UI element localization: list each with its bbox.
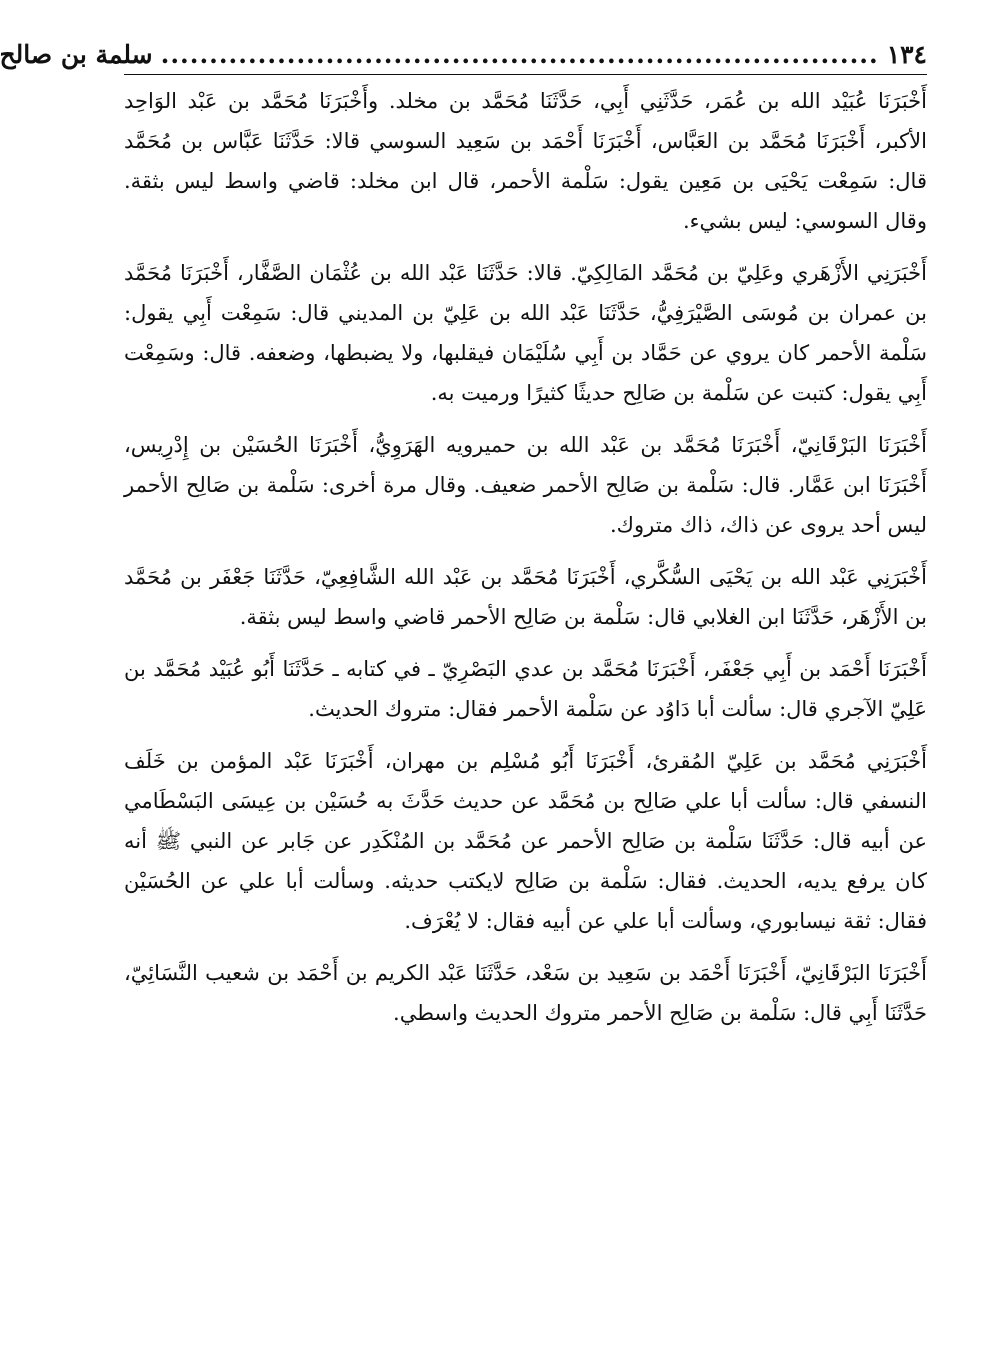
paragraph-4: أَخْبَرَنِي عَبْد الله بن يَحْيَى السُّكَّري، أَخْبَرَنَا مُحَمَّد بن عَبْد الله الشَّافِعِيّ، حَدَّثَنَا جَعْفَر بن مُحَمَّد بن الأَزْهَر، حَدَّثَنَا ابن الغلابي قال: سَلْمة بن صَالِح الأحمر قاضي واسط ليس بثقة. bbox=[124, 565, 927, 629]
page-number: ١٣٤ bbox=[886, 40, 927, 69]
header-rule bbox=[124, 74, 927, 75]
paragraph-7: أَخْبَرَنَا البَرْقَانِيّ، أَخْبَرَنَا أَحْمَد بن سَعِيد بن سَعْد، حَدَّثَنَا عَبْد الكريم بن أَحْمَد بن شعيب النَّسَائِيّ، حَدَّثَنَا أَبِي قال: سَلْمة بن صَالِح الأحمر متروك الحديث واسطي. bbox=[124, 961, 927, 1025]
header-dot-leader: .......................................................................... bbox=[160, 40, 879, 69]
page-body bbox=[124, 81, 927, 1033]
paragraph-1: أَخْبَرَنَا عُبَيْد الله بن عُمَر، حَدَّثَنِي أَبِي، حَدَّثَنَا مُحَمَّد بن مخلد. وأَخْبَرَنَا مُحَمَّد بن عَبْد الوَاحِد الأكبر، أَخْبَرَنَا مُحَمَّد بن العَبَّاس، أَخْبَرَنَا أَحْمَد بن سَعِيد السوسي قالا: حَدَّثَنَا عَبَّاس بن مُحَمَّد قال: سَمِعْت يَحْيَى بن مَعِين يقول: سَلْمة الأحمر، قال ابن مخلد: قاضي واسط ليس بثقة. وقال السوسي: ليس بشيء. bbox=[124, 89, 927, 233]
paragraph-3: أَخْبَرَنَا البَرْقَانِيّ، أَخْبَرَنَا مُحَمَّد بن عَبْد الله بن حميرويه الهَرَوِيُّ، أَخْبَرَنَا الحُسَيْن بن إِدْرِيس، أَخْبَرَنَا ابن عَمَّار. قال: سَلْمة بن صَالِح الأحمر ضعيف. وقال مرة أخرى: سَلْمة بن صَالِح الأحمر ليس أحد يروى عن ذاك، ذاك متروك. bbox=[124, 433, 927, 537]
paragraph-5: أَخْبَرَنَا أَحْمَد بن أَبِي جَعْفَر، أَخْبَرَنَا مُحَمَّد بن عدي البَصْرِيّ ـ في كتابه ـ حَدَّثَنَا أَبُو عُبَيْد مُحَمَّد بن عَلِيّ الآجري قال: سألت أبا دَاوُد عن سَلْمة الأحمر فقال: متروك الحديث. bbox=[124, 657, 927, 721]
paragraph-2: أَخْبَرَنِي الأَزْهَري وعَلِيّ بن مُحَمَّد المَالِكِيّ. قالا: حَدَّثَنَا عَبْد الله بن عُثْمَان الصَّفَّار، أَخْبَرَنَا مُحَمَّد بن عمران بن مُوسَى الصَّيْرَفِيُّ، حَدَّثَنَا عَبْد الله بن عَلِيّ بن المديني قال: سَمِعْت أَبِي يقول: سَلْمة الأحمر كان يروي عن حَمَّاد بن أَبِي سُلَيْمَان فيقلبها، ولا يضبطها، وضعفه. قال: وسَمِعْت أَبِي يقول: كتبت عن سَلْمة بن صَالِح حديثًا كثيرًا ورميت به. bbox=[124, 261, 927, 405]
page-header bbox=[0, 38, 927, 72]
running-title: سلمة بن صالح bbox=[0, 40, 153, 69]
paragraph-6: أَخْبَرَنِي مُحَمَّد بن عَلِيّ المُقرئ، أَخْبَرَنَا أَبُو مُسْلِم بن مهران، أَخْبَرَنَا عَبْد المؤمن بن خَلَف النسفي قال: سألت أبا علي صَالِح بن مُحَمَّد عن حديث حَدَّثَ به حُسَيْن بن عِيسَى البَسْطَامي عن أبيه قال: حَدَّثَنَا سَلْمة بن صَالِح الأحمر عن مُحَمَّد بن المُنْكَدِر عن جَابر عن النبي ﷺ أنه كان يرفع يديه، الحديث. فقال: سَلْمة بن صَالِح لايكتب حديثه. وسألت أبا علي عن الحُسَيْن فقال: ثقة نيسابوري، وسألت أبا علي عن أبيه فقال: لا يُعْرَف. bbox=[124, 749, 927, 933]
